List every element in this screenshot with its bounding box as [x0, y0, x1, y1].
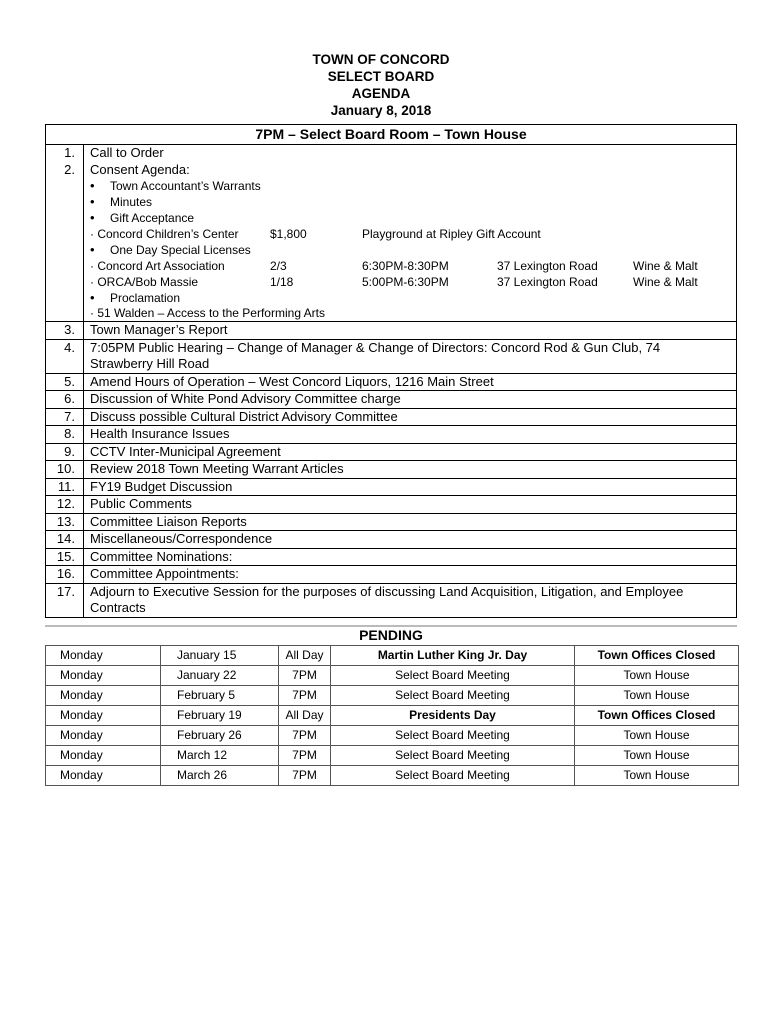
- license-type: Wine & Malt: [633, 275, 698, 289]
- pending-date: February 5: [161, 686, 279, 706]
- item-text: Town Manager’s Report: [90, 322, 228, 337]
- item-text: [84, 584, 736, 617]
- agenda-item: [46, 513, 736, 531]
- item-text: Health Insurance Issues: [90, 426, 230, 441]
- pending-place: Town House: [575, 666, 739, 686]
- item-number: 17.: [46, 584, 84, 617]
- item-number: 11.: [46, 479, 84, 496]
- consent-bullet: • Town Accountant’s Warrants: [90, 178, 736, 194]
- item-number: 14.: [46, 531, 84, 548]
- pending-time: 7PM: [279, 726, 331, 746]
- pending-place: Town House: [575, 766, 739, 786]
- item-text: [84, 340, 736, 373]
- item-text-line: Strawberry Hill Road: [90, 356, 210, 371]
- item-text: Call to Order: [90, 145, 164, 160]
- item-text: Public Comments: [90, 496, 192, 511]
- license-place: 37 Lexington Road: [497, 259, 598, 273]
- agenda-table: [45, 124, 737, 618]
- item-text: Miscellaneous/Correspondence: [90, 531, 273, 546]
- item-text: Committee Nominations:: [90, 548, 233, 564]
- pending-place: Town Offices Closed: [575, 646, 739, 666]
- item-number: 10.: [46, 461, 84, 478]
- pending-row: [46, 706, 739, 726]
- agenda-item: [46, 321, 736, 339]
- consent-agenda: [84, 162, 736, 322]
- agenda-item: [46, 425, 736, 443]
- license-type: Wine & Malt: [633, 259, 698, 273]
- license-holder: · ORCA/Bob Massie: [90, 275, 199, 289]
- pending-event: Select Board Meeting: [331, 666, 575, 686]
- item-number: 6.: [46, 391, 84, 408]
- pending-day: Monday: [46, 746, 161, 766]
- agenda-item: [46, 530, 736, 548]
- item-text: Amend Hours of Operation – West Concord Liquors, 1216 Main Street: [90, 373, 494, 389]
- item-text-line: Adjourn to Executive Session for the purposes of discussing Land Acquisition, Litigation, and Employee: [90, 583, 684, 599]
- pending-time: 7PM: [279, 666, 331, 686]
- pending-date: February 26: [161, 726, 279, 746]
- license-time: 5:00PM-6:30PM: [362, 275, 449, 289]
- pending-day: Monday: [46, 666, 161, 686]
- pending-day: Monday: [46, 726, 161, 746]
- pending-event: Select Board Meeting: [331, 766, 575, 786]
- pending-row: [46, 766, 739, 786]
- item-text-line: 7:05PM Public Hearing – Change of Manager & Change of Directors: Concord Rod & Gun Club, 74: [90, 339, 661, 355]
- item-number: 12.: [46, 496, 84, 513]
- consent-bullet: • Gift Acceptance: [90, 210, 736, 226]
- pending-date: February 19: [161, 706, 279, 726]
- pending-time: All Day: [279, 706, 331, 726]
- agenda-item: [46, 145, 736, 162]
- item-number: 9.: [46, 444, 84, 461]
- license-line: [90, 258, 736, 274]
- item-number: 4.: [46, 340, 84, 373]
- item-text: Committee Appointments:: [90, 566, 239, 581]
- pending-day: Monday: [46, 686, 161, 706]
- pending-title: PENDING: [359, 627, 423, 643]
- agenda-item: [46, 460, 736, 478]
- agenda-item-consent: [46, 162, 736, 322]
- gift-donor: · Concord Children’s Center: [90, 227, 239, 241]
- item-number: 7.: [46, 409, 84, 426]
- gift-purpose: Playground at Ripley Gift Account: [362, 227, 541, 241]
- document-type: AGENDA: [351, 86, 411, 101]
- item-text: Consent Agenda:: [90, 161, 190, 177]
- pending-time: 7PM: [279, 686, 331, 706]
- item-text: Discussion of White Pond Advisory Committee charge: [90, 391, 401, 406]
- item-text: Committee Liaison Reports: [90, 513, 247, 529]
- item-text-line: Contracts: [90, 600, 146, 615]
- pending-date: January 22: [161, 666, 279, 686]
- pending-place: Town Offices Closed: [575, 706, 739, 726]
- proclamation-line: · 51 Walden – Access to the Performing Arts: [90, 306, 325, 320]
- pending-row: [46, 646, 739, 666]
- meeting-date: January 8, 2018: [330, 103, 432, 118]
- item-number: 2.: [46, 162, 84, 322]
- pending-place: Town House: [575, 746, 739, 766]
- pending-time: 7PM: [279, 746, 331, 766]
- pending-date: March 12: [161, 746, 279, 766]
- item-text: Discuss possible Cultural District Advisory Committee: [90, 408, 398, 424]
- license-date: 2/3: [270, 259, 287, 273]
- agenda-item: [46, 548, 736, 566]
- item-number: 16.: [46, 566, 84, 583]
- pending-row: [46, 666, 739, 686]
- gift-line: [90, 226, 736, 242]
- pending-event: Presidents Day: [331, 706, 575, 726]
- item-number: 3.: [46, 322, 84, 339]
- town-name: TOWN OF CONCORD: [312, 52, 450, 67]
- pending-place: Town House: [575, 726, 739, 746]
- agenda-item: [46, 478, 736, 496]
- item-number: 1.: [46, 145, 84, 162]
- license-line: [90, 274, 736, 290]
- agenda-item: [46, 408, 736, 426]
- pending-row: [46, 726, 739, 746]
- agenda-item: [46, 373, 736, 391]
- gift-amount: $1,800: [270, 227, 307, 241]
- agenda-item: [46, 583, 736, 617]
- pending-date: January 15: [161, 646, 279, 666]
- license-holder: · Concord Art Association: [90, 259, 225, 273]
- pending-date: March 26: [161, 766, 279, 786]
- item-text: FY19 Budget Discussion: [90, 478, 233, 494]
- item-number: 5.: [46, 374, 84, 391]
- pending-place: Town House: [575, 686, 739, 706]
- license-time: 6:30PM-8:30PM: [362, 259, 449, 273]
- agenda-item: [46, 443, 736, 461]
- pending-row: [46, 686, 739, 706]
- item-number: 15.: [46, 549, 84, 566]
- pending-time: All Day: [279, 646, 331, 666]
- pending-time: 7PM: [279, 766, 331, 786]
- agenda-item: [46, 495, 736, 513]
- item-number: 13.: [46, 514, 84, 531]
- consent-bullet: • Proclamation: [90, 290, 736, 306]
- agenda-item: [46, 390, 736, 408]
- consent-bullet: • One Day Special Licenses: [90, 242, 736, 258]
- license-date: 1/18: [270, 275, 294, 289]
- item-text: Review 2018 Town Meeting Warrant Articles: [90, 461, 344, 476]
- pending-table: [45, 645, 739, 786]
- item-number: 8.: [46, 426, 84, 443]
- agenda-items: [46, 321, 736, 617]
- license-place: 37 Lexington Road: [497, 275, 598, 289]
- document-header: [0, 51, 770, 119]
- agenda-item: [46, 565, 736, 583]
- pending-day: Monday: [46, 766, 161, 786]
- pending-event: Select Board Meeting: [331, 746, 575, 766]
- pending-event: Select Board Meeting: [331, 726, 575, 746]
- board-name: SELECT BOARD: [327, 69, 435, 84]
- agenda-item: [46, 339, 736, 373]
- pending-event: Select Board Meeting: [331, 686, 575, 706]
- pending-day: Monday: [46, 646, 161, 666]
- pending-event: Martin Luther King Jr. Day: [331, 646, 575, 666]
- agenda-title: 7PM – Select Board Room – Town House: [46, 125, 736, 145]
- pending-row: [46, 746, 739, 766]
- pending-day: Monday: [46, 706, 161, 726]
- consent-bullet: • Minutes: [90, 194, 736, 210]
- item-text: CCTV Inter-Municipal Agreement: [90, 443, 281, 459]
